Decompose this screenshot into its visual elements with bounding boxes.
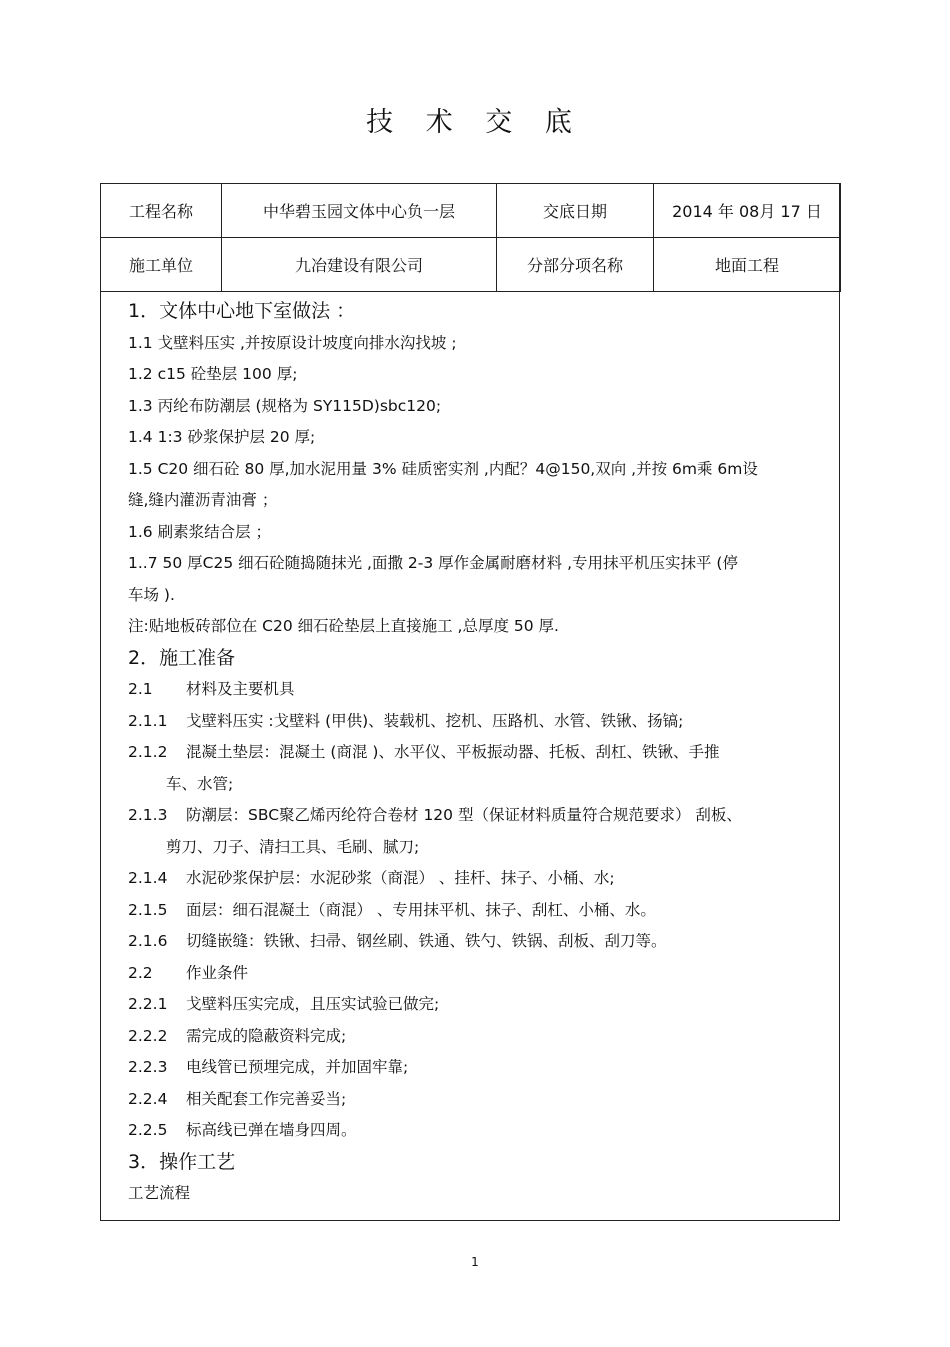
item-text: 防潮层：SBC聚乙烯丙纶符合卷材 120 型（保证材料质量符合规范要求） 刮板、 <box>186 806 742 824</box>
item-number: 2.1.6 <box>128 932 168 950</box>
item-2-2-4 <box>128 1084 833 1116</box>
item-1-5-cont: 缝,缝内灌沥青油膏 ； <box>128 491 278 509</box>
item-1-5: 1.5 C20 细石砼 80 厚,加水泥用量 3% 硅质密实剂 ,内配？4@150,双向 ,并按 6m乘 6m设 <box>128 459 758 478</box>
item-2-1 <box>128 674 833 706</box>
item-1-1: 1.1 戈壁料压实 ,并按原设计坡度向排水沟找坡 ; <box>128 333 457 352</box>
item-number: 2.1.4 <box>128 869 168 887</box>
item-2-1-4 <box>128 863 833 895</box>
item-2-2-2 <box>128 1021 833 1053</box>
item-number: 2.2.4 <box>128 1089 168 1108</box>
item-2-1-2-cont: 车、水管; <box>166 774 234 793</box>
section-3-title: 3．操作工艺 <box>128 1150 236 1173</box>
item-number: 2.2.2 <box>128 1026 168 1045</box>
item-2-1-5 <box>128 895 833 927</box>
item-text: 材料及主要机具 <box>186 680 295 698</box>
header-row-project <box>101 184 841 238</box>
division-value: 地面工程 <box>654 238 841 292</box>
item-text: 切缝嵌缝：铁锹、扫帚、钢丝刷、铁通、铁勺、铁锅、刮板、刮刀等。 <box>186 932 667 950</box>
header-row-unit <box>101 238 841 292</box>
item-number: 2.1.2 <box>128 743 168 761</box>
document-title: 技 术 交 底 <box>366 107 584 138</box>
item-number: 2.1 <box>128 680 153 698</box>
item-text: 作业条件 <box>186 963 249 982</box>
item-text: 电线管已预埋完成，并加固牢靠; <box>186 1058 409 1076</box>
construction-unit-label: 施工单位 <box>101 238 222 292</box>
item-1-7: 1..7 50 厚C25 细石砼随捣随抹光 ,面撒 2-3 厚作金属耐磨材料 ,专用抹平机压实抹平 (停 <box>128 554 738 572</box>
item-text: 面层：细石混凝土（商混） 、专用抹平机、抹子、刮杠、小桶、水。 <box>186 900 656 919</box>
item-number: 2.1.1 <box>128 711 168 730</box>
header-table <box>100 183 841 292</box>
project-name-label: 工程名称 <box>101 184 222 238</box>
item-1-4: 1.4 1:3 砂浆保护层 20 厚; <box>128 428 316 446</box>
item-2-2-1 <box>128 989 833 1021</box>
item-1-3: 1.3 丙纶布防潮层 (规格为 SY115D)sbc120; <box>128 396 442 415</box>
section-2-title: 2．施工准备 <box>128 646 236 669</box>
division-label: 分部分项名称 <box>497 238 654 292</box>
construction-unit-value: 九冶建设有限公司 <box>222 238 497 292</box>
item-2-1-3 <box>128 800 833 832</box>
item-text: 混凝土垫层：混凝土 (商混 )、水平仪、平板振动器、托板、刮杠、铁锹、手推 <box>186 743 720 761</box>
item-number: 2.2.5 <box>128 1121 168 1139</box>
item-text: 标高线已弹在墙身四周。 <box>186 1121 357 1139</box>
item-number: 2.2.1 <box>128 995 168 1013</box>
item-text: 戈壁料压实完成，且压实试验已做完; <box>186 995 440 1013</box>
process-flow-label: 工艺流程 <box>128 1184 191 1202</box>
item-2-1-2 <box>128 737 833 769</box>
item-2-1-1 <box>128 706 833 738</box>
item-text: 戈壁料压实 :戈壁料 (甲供)、装载机、挖机、压路机、水管、铁锹、扬镐; <box>186 711 684 730</box>
item-text: 水泥砂浆保护层：水泥砂浆（商混） 、挂杆、抹子、小桶、水; <box>186 869 615 887</box>
item-number: 2.1.3 <box>128 806 168 824</box>
project-name-value: 中华碧玉园文体中心负一层 <box>222 184 497 238</box>
briefing-date-label: 交底日期 <box>497 184 654 238</box>
item-2-2 <box>128 958 833 990</box>
item-1-7-cont: 车场 ). <box>128 585 175 604</box>
note-line: 注:贴地板砖部位在 C20 细石砼垫层上直接施工 ,总厚度 50 厚. <box>128 617 559 635</box>
item-2-1-3-cont: 剪刀、刀子、清扫工具、毛刷、腻刀; <box>166 837 420 856</box>
item-2-2-5 <box>128 1115 833 1147</box>
briefing-date-value: 2014 年 08月 17 日 <box>654 184 841 238</box>
item-1-2: 1.2 c15 砼垫层 100 厚; <box>128 365 298 383</box>
item-number: 2.1.5 <box>128 900 168 919</box>
page-number: 1 <box>471 1255 479 1269</box>
item-text: 相关配套工作完善妥当; <box>186 1089 347 1108</box>
item-text: 需完成的隐蔽资料完成; <box>186 1026 347 1045</box>
briefing-content <box>128 296 833 1210</box>
item-number: 2.2.3 <box>128 1058 168 1076</box>
item-2-1-6 <box>128 926 833 958</box>
item-number: 2.2 <box>128 963 153 982</box>
item-2-2-3 <box>128 1052 833 1084</box>
item-1-6: 1.6 刷素浆结合层 ； <box>128 522 272 541</box>
section-1-title: 1．文体中心地下室做法 ： <box>128 300 356 322</box>
